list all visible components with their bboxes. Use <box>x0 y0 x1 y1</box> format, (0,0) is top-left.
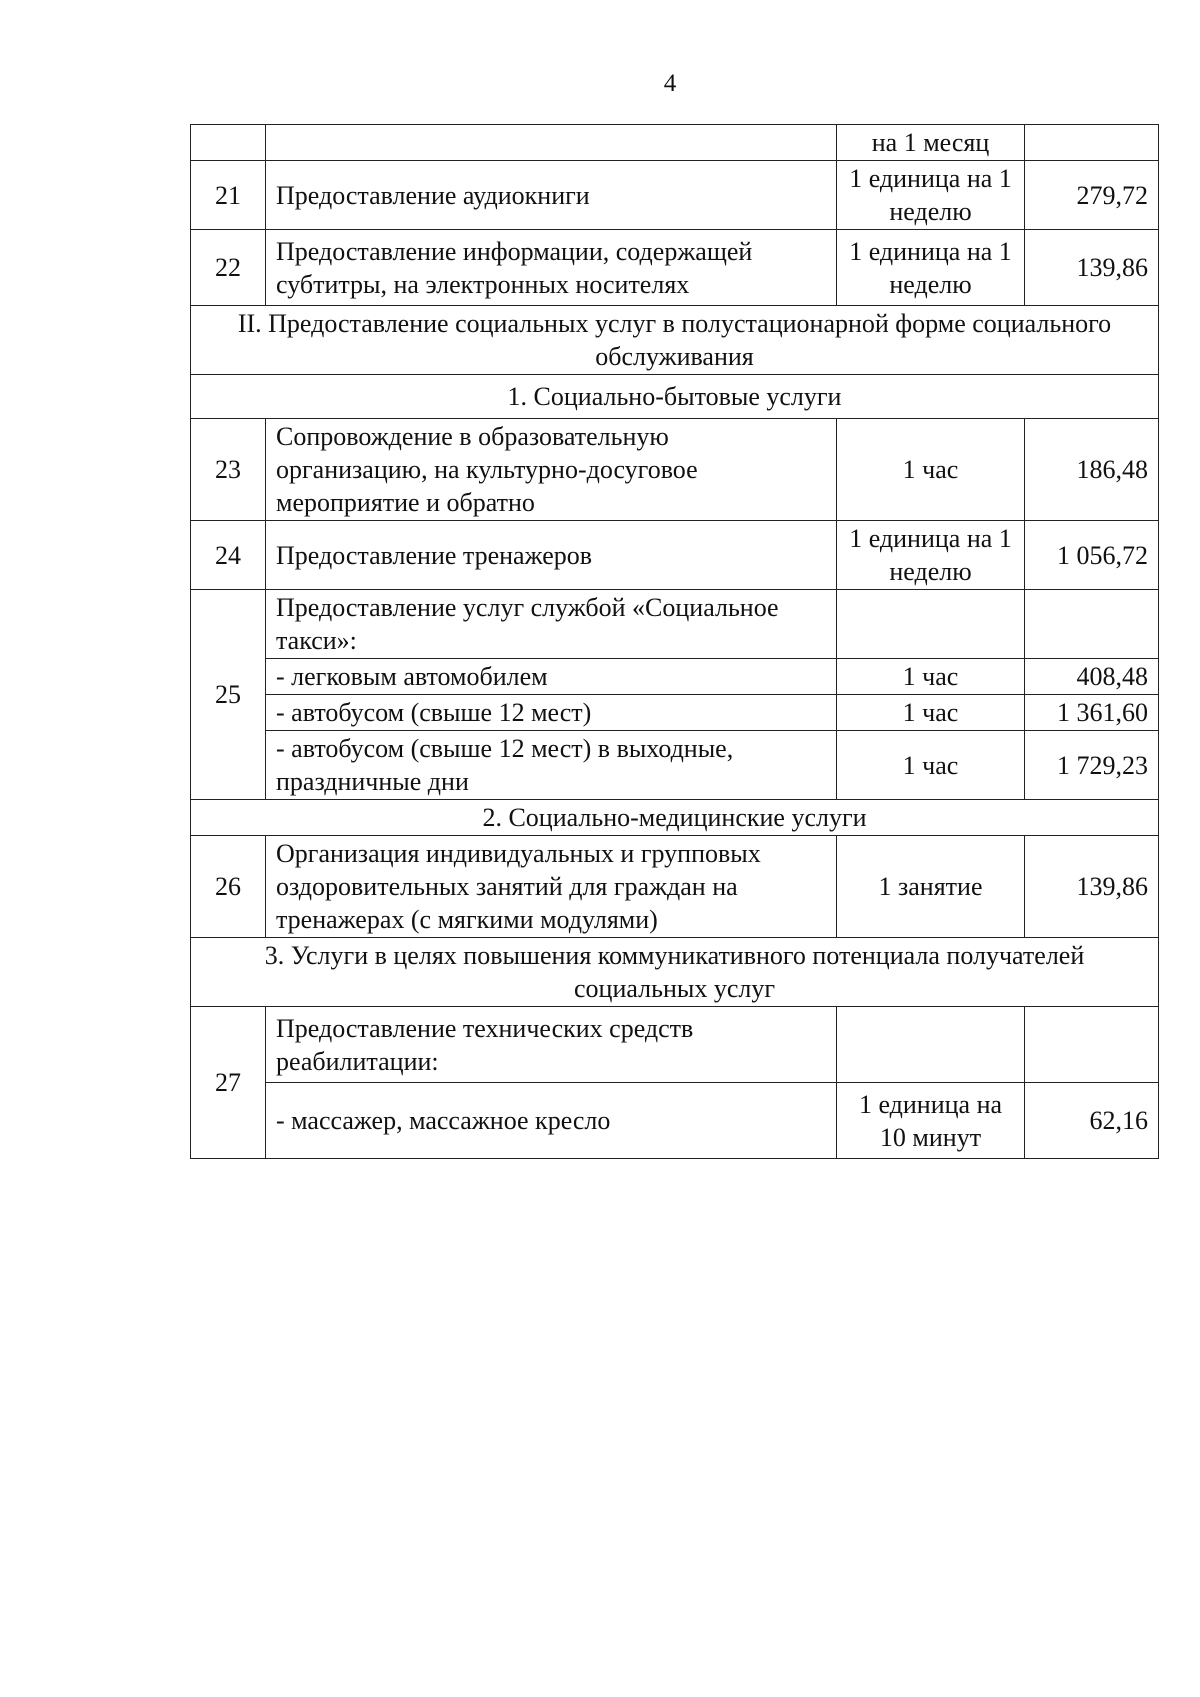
table-row-21 <box>191 161 1159 230</box>
service-unit: 1 час <box>837 419 1025 521</box>
table-subrow <box>191 731 1159 800</box>
service-unit: 1 занятие <box>837 836 1025 938</box>
table-row-26 <box>191 836 1159 938</box>
service-price <box>1025 125 1159 161</box>
services-tariff-table <box>190 124 1159 1159</box>
section-heading: II. Предоставление социальных услуг в полустационарной форме социального обслуживания <box>191 306 1159 375</box>
service-unit <box>837 1007 1025 1083</box>
service-number <box>191 125 266 161</box>
table-row-24 <box>191 521 1159 590</box>
service-name: Предоставление услуг службой «Социальное такси»: <box>266 590 837 659</box>
service-unit: 1 час <box>837 695 1025 731</box>
subsection-heading-row <box>191 938 1159 1007</box>
service-number: 26 <box>191 836 266 938</box>
subsection-heading: 3. Услуги в целях повышения коммуникативного потенциала получателей социальных услуг <box>191 938 1159 1007</box>
service-unit <box>837 590 1025 659</box>
service-unit: 1 час <box>837 659 1025 695</box>
table-row-25 <box>191 590 1159 659</box>
service-price: 186,48 <box>1025 419 1159 521</box>
service-price <box>1025 1007 1159 1083</box>
service-name: Предоставление аудиокниги <box>266 161 837 230</box>
service-name: Предоставление тренажеров <box>266 521 837 590</box>
table-subrow <box>191 695 1159 731</box>
service-price <box>1025 590 1159 659</box>
subsection-heading: 1. Социально-бытовые услуги <box>191 375 1159 419</box>
table-row-27 <box>191 1007 1159 1083</box>
service-variant-name: - легковым автомобилем <box>266 659 837 695</box>
service-name: Предоставление информации, содержащей субтитры, на электронных носителях <box>266 230 837 306</box>
service-price: 408,48 <box>1025 659 1159 695</box>
service-variant-name: - автобусом (свыше 12 мест) в выходные, праздничные дни <box>266 731 837 800</box>
service-number: 27 <box>191 1007 266 1159</box>
subsection-heading: 2. Социально-медицинские услуги <box>191 800 1159 836</box>
service-unit: на 1 месяц <box>837 125 1025 161</box>
service-unit: 1 единица на 1 неделю <box>837 161 1025 230</box>
table-row-22 <box>191 230 1159 306</box>
service-number: 24 <box>191 521 266 590</box>
service-price: 62,16 <box>1025 1083 1159 1159</box>
service-unit: 1 единица на 10 минут <box>837 1083 1025 1159</box>
service-name: Предоставление технических средств реабилитации: <box>266 1007 837 1083</box>
service-price: 139,86 <box>1025 230 1159 306</box>
table-subrow <box>191 1083 1159 1159</box>
service-number: 23 <box>191 419 266 521</box>
service-price: 139,86 <box>1025 836 1159 938</box>
service-name: Организация индивидуальных и групповых оздоровительных занятий для граждан на тренажерах (с мягкими модулями) <box>266 836 837 938</box>
service-number: 21 <box>191 161 266 230</box>
service-unit: 1 единица на 1 неделю <box>837 230 1025 306</box>
service-number: 25 <box>191 590 266 800</box>
service-variant-name: - автобусом (свыше 12 мест) <box>266 695 837 731</box>
table-row-carry-over <box>191 125 1159 161</box>
service-price: 1 729,23 <box>1025 731 1159 800</box>
service-name <box>266 125 837 161</box>
service-price: 1 056,72 <box>1025 521 1159 590</box>
service-unit: 1 единица на 1 неделю <box>837 521 1025 590</box>
page-number: 4 <box>663 70 677 97</box>
subsection-heading-row <box>191 375 1159 419</box>
service-unit: 1 час <box>837 731 1025 800</box>
service-variant-name: - массажер, массажное кресло <box>266 1083 837 1159</box>
service-price: 1 361,60 <box>1025 695 1159 731</box>
table-subrow <box>191 659 1159 695</box>
service-number: 22 <box>191 230 266 306</box>
section-heading-row <box>191 306 1159 375</box>
table-row-23 <box>191 419 1159 521</box>
subsection-heading-row <box>191 800 1159 836</box>
service-price: 279,72 <box>1025 161 1159 230</box>
service-name: Сопровождение в образовательную организацию, на культурно-досуговое мероприятие и обратно <box>266 419 837 521</box>
